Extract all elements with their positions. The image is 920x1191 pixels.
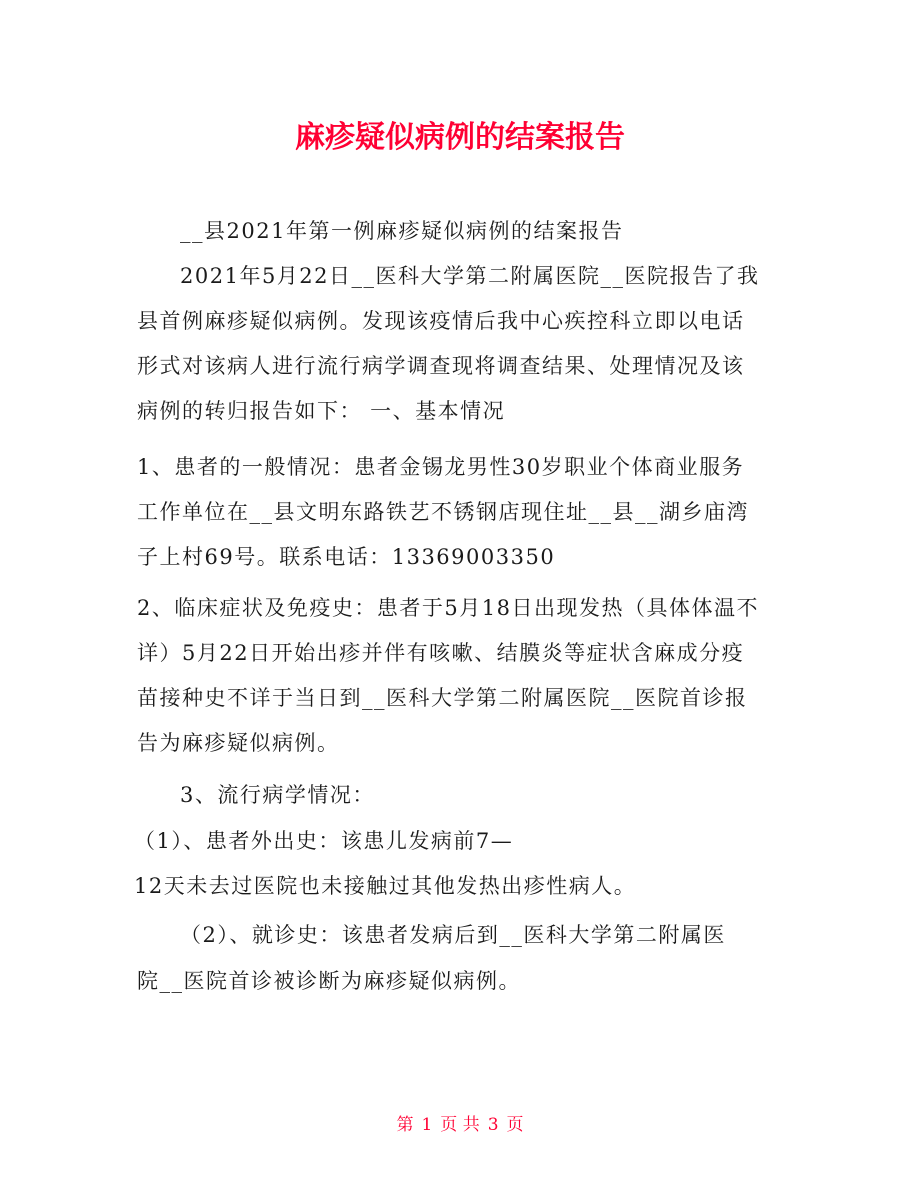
footer-total-pages: 3 (487, 1115, 499, 1135)
body-line: 3、流行病学情况： (180, 783, 375, 807)
footer-page-number: 1 (421, 1115, 433, 1135)
body-line: 形式对该病人进行流行病学调查现将调查结果、处理情况及该 (137, 354, 745, 378)
body-line: 2、临床症状及免疫史：患者于5月18日出现发热（具体体温不 (137, 596, 759, 620)
body-line: （2）、就诊史：该患者发病后到__医科大学第二附属医 (180, 923, 726, 947)
document-title: 麻疹疑似病例的结案报告 (295, 120, 625, 155)
footer-prefix: 第 (396, 1115, 414, 1135)
body-line: 1、患者的一般情况：患者金锡龙男性30岁职业个体商业服务 (137, 455, 745, 479)
body-line: 院__医院首诊被诊断为麻疹疑似病例。 (137, 969, 521, 993)
body-line: 病例的转归报告如下： 一、基本情况 (137, 399, 506, 423)
body-line: 县首例麻疹疑似病例。发现该疫情后我中心疾控科立即以电话 (137, 309, 745, 333)
body-line: 详）5月22日开始出疹并伴有咳嗽、结膜炎等症状含麻成分疫 (137, 641, 745, 665)
body-line: 子上村69号。联系电话：13369003350 (137, 545, 556, 569)
footer-middle: 页 共 (440, 1115, 480, 1135)
body-line: 工作单位在__县文明东路铁艺不锈钢店现住址__县__湖乡庙湾 (137, 500, 749, 524)
footer-suffix: 页 (506, 1115, 524, 1135)
body-line: （1）、患者外出史：该患儿发病前7— (134, 829, 514, 853)
body-line: 2021年5月22日__医科大学第二附属医院__医院报告了我 (180, 264, 760, 288)
page-footer (0, 1112, 920, 1138)
body-line: 苗接种史不详于当日到__医科大学第二附属医院__医院首诊报 (137, 686, 748, 710)
body-line: 告为麻疹疑似病例。 (137, 731, 340, 755)
body-line: 12天未去过医院也未接触过其他发热出疹性病人。 (134, 874, 637, 898)
body-line: __县2021年第一例麻疹疑似病例的结案报告 (180, 219, 624, 243)
